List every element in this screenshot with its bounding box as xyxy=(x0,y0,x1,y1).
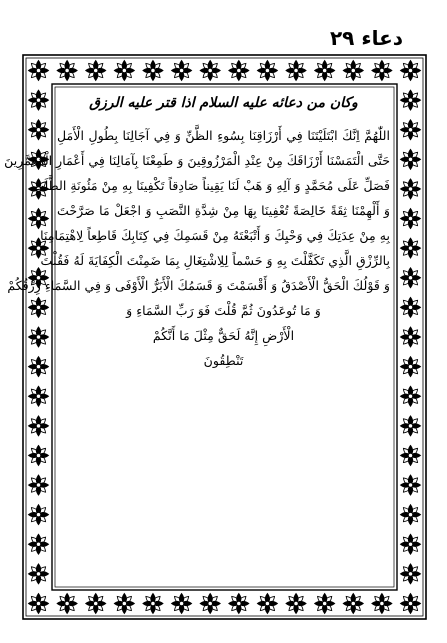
border-flower xyxy=(29,357,49,377)
border-flower-center xyxy=(380,601,384,605)
border-flower-center xyxy=(36,98,40,102)
border-flower xyxy=(401,475,421,495)
border-flower-center xyxy=(36,572,40,576)
border-flower-center xyxy=(179,601,183,605)
border-flower-center xyxy=(408,512,412,516)
border-flower xyxy=(401,505,421,525)
border-flower xyxy=(372,594,392,614)
border-flower xyxy=(114,594,134,614)
border-flower xyxy=(29,445,49,465)
border-flower xyxy=(401,90,421,110)
border-flower xyxy=(29,416,49,436)
prayer-heading: وکان من دعائه علیه السلام اذا قتر علیه الرزق xyxy=(89,95,358,111)
prayer-line: الْأَرْضِ إِنَّهُ لَحَقٌّ مِثْلَ مَا أَنَّكُمْ xyxy=(152,328,295,343)
border-flower-center xyxy=(36,453,40,457)
border-flower xyxy=(29,120,49,140)
border-flower-center xyxy=(408,572,412,576)
border-flower xyxy=(257,61,277,81)
border-flower xyxy=(200,594,220,614)
border-flower xyxy=(229,61,249,81)
border-flower-center xyxy=(36,394,40,398)
border-flower xyxy=(401,61,421,81)
border-flower-center xyxy=(208,68,212,72)
border-flower xyxy=(401,534,421,554)
border-flower-center xyxy=(408,187,412,191)
border-flower-center xyxy=(237,68,241,72)
border-flower-center xyxy=(122,68,126,72)
border-flower xyxy=(315,61,335,81)
border-flower-center xyxy=(265,68,269,72)
border-flower-center xyxy=(237,601,241,605)
prayer-line: بِالرِّزْقِ الَّذِي تَكَفَّلْتَ بِهِ وَ حَسْماً لِلِاشْتِغَالِ بِمَا ضَمِنْتَ الْكِفَايَةَ لَهُ فَقُلْتَ xyxy=(40,253,390,268)
prayer-line: حَتَّى الْتَمَسْنَا أَرْزَاقَكَ مِنْ عِنْدِ الْمَرْزُوقِينَ وَ طَمِعْنَا بِآمَالِنَا فِي أَعْمَارِ الْمُعَمَّرِينَ xyxy=(4,153,390,168)
border-flower xyxy=(200,61,220,81)
border-flower-center xyxy=(408,424,412,428)
border-flower xyxy=(401,209,421,229)
prayer-line: تَنْطِقُونَ xyxy=(203,353,244,368)
border-flower xyxy=(172,61,192,81)
border-flower xyxy=(143,61,163,81)
border-flower-center xyxy=(408,394,412,398)
border-flower xyxy=(172,594,192,614)
border-flower xyxy=(257,594,277,614)
border-flower xyxy=(343,61,363,81)
border-flower-center xyxy=(208,601,212,605)
border-flower xyxy=(29,475,49,495)
border-flower xyxy=(86,594,106,614)
prayer-line: فَصَلِّ عَلَى مُحَمَّدٍ وَ آلِهِ وَ هَبْ لَنَا يَقِيناً صَادِقاً تَكْفِينَا بِهِ مِنْ مَئُونَةِ الطَّلَبِ xyxy=(32,178,390,193)
border-flower-center xyxy=(36,216,40,220)
border-flower-center xyxy=(122,601,126,605)
border-flower xyxy=(29,327,49,347)
border-flower xyxy=(372,61,392,81)
border-flower-center xyxy=(294,601,298,605)
page-number: دعاء ۲۹ xyxy=(329,26,403,50)
border-flower-center xyxy=(36,335,40,339)
border-flower xyxy=(29,534,49,554)
border-flower-center xyxy=(65,601,69,605)
border-flower-center xyxy=(36,424,40,428)
border-flower xyxy=(343,594,363,614)
border-flower-center xyxy=(408,216,412,220)
border-flower xyxy=(86,61,106,81)
border-flower xyxy=(401,386,421,406)
prayer-line: وَ أَلْهِمْنَا ثِقَةً خَالِصَةً تُعْفِينَا بِهَا مِنْ شِدَّةِ النَّصَبِ وَ اجْعَلْ مَا صَرَّحْتَ xyxy=(57,203,390,218)
prayer-line: بِهِ مِنْ عِدَتِكَ فِي وَحْيِكَ وَ أَتْبَعْتَهُ مِنْ قَسَمِكَ فِي كِتَابِكَ قَاطِعاً لِاهْتِمَامِنَا xyxy=(40,228,390,243)
border-flower-center xyxy=(65,68,69,72)
border-flower xyxy=(57,594,77,614)
border-flower xyxy=(57,61,77,81)
border-flower-center xyxy=(408,98,412,102)
border-flower xyxy=(401,357,421,377)
prayer-line: وَ قَوْلُكَ الْحَقُّ الْأَصْدَقُ وَ أَقْسَمْتَ وَ قَسَمُكَ الْأَبَرُّ الْأَوْفَى وَ فِي السَّمَاءِ رِزْقُكُمْ xyxy=(7,278,390,293)
border-flower xyxy=(401,445,421,465)
border-flower-center xyxy=(322,68,326,72)
border-flower xyxy=(401,416,421,436)
border-flower-center xyxy=(36,601,40,605)
border-flower-center xyxy=(408,128,412,132)
border-flower-center xyxy=(351,601,355,605)
border-flower-center xyxy=(36,483,40,487)
border-flower-center xyxy=(36,542,40,546)
border-flower xyxy=(401,564,421,584)
border-flower xyxy=(29,61,49,81)
border-flower xyxy=(29,297,49,317)
border-flower xyxy=(401,179,421,199)
border-flower-center xyxy=(94,68,98,72)
border-flower-center xyxy=(265,601,269,605)
border-flower-center xyxy=(322,601,326,605)
border-flower xyxy=(286,61,306,81)
prayer-line: اللّٰهُمَّ اِنَّكَ ابْتَلَيْتَنَا فِي أَرْزَاقِنَا بِسُوءِ الظَّنِّ وَ فِي آجَالِنَا بِطُولِ الْأَمَلِ xyxy=(57,128,390,143)
border-flower-center xyxy=(380,68,384,72)
border-flower-center xyxy=(408,305,412,309)
border-flower xyxy=(401,120,421,140)
border-flower-center xyxy=(36,68,40,72)
border-flower-center xyxy=(408,542,412,546)
border-flower-center xyxy=(408,335,412,339)
border-flower-center xyxy=(408,601,412,605)
border-flower-center xyxy=(94,601,98,605)
border-flower-center xyxy=(408,276,412,280)
border-flower xyxy=(29,90,49,110)
prayer-line: وَ مَا تُوعَدُونَ ثُمَّ قُلْتَ فَوَ رَبِّ السَّمَاءِ وَ xyxy=(126,303,321,318)
border-flower-center xyxy=(151,68,155,72)
border-flower-center xyxy=(294,68,298,72)
border-flower-center xyxy=(179,68,183,72)
border-flower-center xyxy=(408,157,412,161)
border-flower xyxy=(401,594,421,614)
border-flower xyxy=(401,268,421,288)
border-flower xyxy=(401,327,421,347)
border-flower-center xyxy=(408,246,412,250)
border-flower-center xyxy=(408,364,412,368)
border-flower xyxy=(401,297,421,317)
border-flower xyxy=(315,594,335,614)
border-flower-center xyxy=(36,305,40,309)
border-flower xyxy=(29,594,49,614)
border-flower-center xyxy=(151,601,155,605)
border-flower-center xyxy=(351,68,355,72)
border-flower xyxy=(401,149,421,169)
border-flower xyxy=(143,594,163,614)
border-flower xyxy=(29,386,49,406)
border-flower xyxy=(401,238,421,258)
prayer-text-panel xyxy=(4,83,390,583)
border-flower-center xyxy=(408,483,412,487)
border-flower xyxy=(229,594,249,614)
border-flower xyxy=(286,594,306,614)
border-flower xyxy=(29,564,49,584)
border-flower-center xyxy=(36,364,40,368)
border-flower-center xyxy=(36,512,40,516)
border-flower xyxy=(114,61,134,81)
border-flower xyxy=(29,505,49,525)
border-flower-center xyxy=(408,68,412,72)
prayer-body xyxy=(4,123,390,373)
border-flower-center xyxy=(408,453,412,457)
border-flower-center xyxy=(36,128,40,132)
